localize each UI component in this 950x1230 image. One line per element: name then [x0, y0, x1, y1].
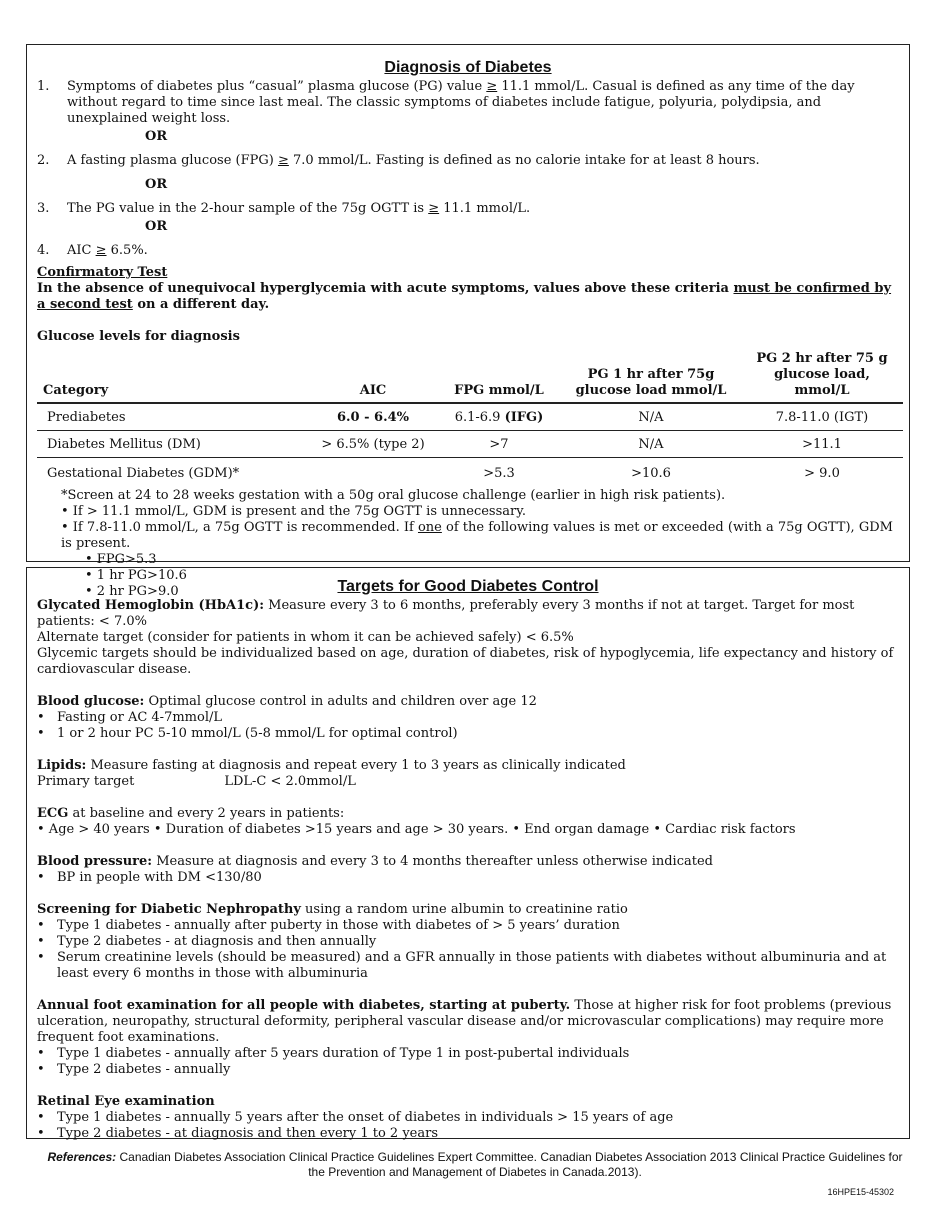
hba1c-text: Measure every 3 to 6 months, preferably every 3 months if not at target. Target for most patients: < 7.0% — [37, 598, 855, 629]
or-label: OR — [145, 177, 168, 192]
list-item-text: BP in people with DM <130/80 — [57, 870, 262, 885]
list-item-text: Type 2 diabetes - at diagnosis and then every 1 to 2 years — [57, 1126, 439, 1141]
table-cell: N/A — [561, 403, 741, 431]
confirmatory-text — [37, 281, 899, 313]
or-label: OR — [145, 219, 168, 234]
gdm-bullet-text-a: • If 7.8-11.0 mmol/L, a 75g OGTT is recommended. If — [61, 520, 418, 535]
ecg-criteria: • Age > 40 years • Duration of diabetes >15 years and age > 30 years. • End organ damage • Cardiac risk factors — [37, 822, 796, 837]
criterion-3 — [37, 201, 899, 217]
list-item-text: Fasting or AC 4-7mmol/L — [57, 710, 222, 725]
blood-glucose-text: Optimal glucose control in adults and children over age 12 — [144, 694, 537, 709]
list-item — [37, 870, 899, 886]
criterion-text — [67, 153, 899, 169]
list-item-text: Type 2 diabetes - at diagnosis and then annually — [57, 934, 377, 949]
nephropathy-label: Screening for Diabetic Nephropathy — [37, 902, 301, 917]
table-cell: 7.8-11.0 (IGT) — [741, 403, 903, 431]
hba1c-alternate: Alternate target (consider for patients in whom it can be achieved safely) < 6.5% — [37, 630, 574, 645]
table-cell: Diabetes Mellitus (DM) — [37, 431, 309, 458]
table-cell: N/A — [561, 431, 741, 458]
criterion-number: 3. — [37, 201, 50, 216]
lipids-target-value: LDL-C < 2.0mmol/L — [224, 774, 356, 789]
ge-symbol: ≥ — [95, 243, 107, 258]
criterion-text-b: 6.5%. — [106, 243, 148, 258]
table-cell — [437, 403, 561, 431]
list-item-text: 1 or 2 hour PC 5-10 mmol/L (5-8 mmol/L for optimal control) — [57, 726, 458, 741]
bullet: • — [37, 1126, 45, 1141]
ge-symbol: ≥ — [277, 153, 289, 168]
list-item — [37, 950, 899, 982]
table-cell: Gestational Diabetes (GDM)* — [47, 466, 240, 481]
lipids-primary-target — [37, 774, 899, 790]
gdm-sub-item: • 1 hr PG>10.6 — [85, 568, 187, 583]
confirm-text-b: on a different day. — [132, 297, 270, 312]
column-header: FPG mmol/L — [437, 349, 561, 403]
lipids-paragraph — [37, 758, 899, 774]
nephropathy-paragraph — [37, 902, 899, 918]
criterion-text-b: 7.0 mmol/L. Fasting is defined as no calorie intake for at least 8 hours. — [288, 153, 760, 168]
bullet: • — [37, 1110, 45, 1125]
hba1c-label: Glycated Hemoglobin (HbA1c): — [37, 598, 265, 613]
targets-section — [26, 567, 910, 1139]
foot-exam-label: Annual foot examination for all people with diabetes, starting at puberty. — [37, 998, 571, 1013]
nephropathy-text: using a random urine albumin to creatinine ratio — [300, 902, 628, 917]
criterion-text — [67, 79, 899, 127]
criterion-number: 2. — [37, 153, 50, 168]
gdm-bullet-text-b: of the following values is met or exceeded (with a 75g OGTT), GDM is present. — [61, 520, 893, 551]
targets-title: Targets for Good Diabetes Control — [337, 578, 599, 595]
blood-glucose-label: Blood glucose: — [37, 694, 145, 709]
blood-pressure-text: Measure at diagnosis and every 3 to 4 months thereafter unless otherwise indicated — [152, 854, 713, 869]
table-cell — [309, 458, 437, 487]
ge-symbol: ≥ — [428, 201, 440, 216]
gdm-sub-item: • 2 hr PG>9.0 — [85, 584, 179, 599]
blood-pressure-label: Blood pressure: — [37, 854, 153, 869]
table-row — [37, 403, 903, 431]
ge-symbol: ≥ — [486, 79, 498, 94]
foot-exam-paragraph — [37, 998, 899, 1046]
column-header: Category — [37, 349, 309, 403]
or-label: OR — [145, 129, 168, 144]
table-cell: >7 — [437, 431, 561, 458]
table-cell: > 9.0 — [804, 466, 840, 481]
criterion-number: 1. — [37, 79, 50, 94]
glucose-levels-table — [37, 349, 903, 486]
list-item-text: Type 1 diabetes - annually after puberty in those with diabetes of > 5 years’ duration — [57, 918, 620, 933]
document-code: 16HPE15-45302 — [827, 1187, 894, 1197]
column-header: AIC — [309, 349, 437, 403]
criterion-4 — [37, 243, 899, 259]
list-item — [37, 726, 899, 742]
list-item-text: Serum creatinine levels (should be measured) and a GFR annually in those patients with diabetes without albuminuria and at least every 6 months in those with albuminuria — [57, 950, 887, 981]
criterion-text-b: 11.1 mmol/L. Casual is defined as any time of the day without regard to time since last meal. The classic symptoms of diabetes include fatigue, polyuria, polydipsia, and unexplained weight loss. — [67, 79, 855, 126]
diagnosis-title: Diagnosis of Diabetes — [384, 59, 552, 76]
lipids-text: Measure fasting at diagnosis and repeat every 1 to 3 years as clinically indicated — [86, 758, 626, 773]
table-cell: >11.1 — [741, 431, 903, 458]
list-item — [37, 934, 899, 950]
bullet: • — [37, 918, 45, 933]
hba1c-paragraph — [37, 598, 899, 630]
bullet: • — [37, 950, 45, 965]
cell-value: 6.1-6.9 — [454, 410, 505, 425]
table-cell: > 6.5% (type 2) — [309, 431, 437, 458]
criterion-2 — [37, 153, 899, 169]
references-text: Canadian Diabetes Association Clinical Practice Guidelines Expert Committee. Canadian Diabetes Association 2013 Clinical Practice Guidelines for the Prevention and Management of Diabetes in Canada.2013). — [116, 1150, 903, 1179]
criterion-text-b: 11.1 mmol/L. — [439, 201, 531, 216]
list-item — [37, 1046, 899, 1062]
list-item — [37, 918, 899, 934]
ecg-paragraph — [37, 806, 899, 822]
table-row — [37, 458, 903, 487]
confirm-text-underlined: must be confirmed by a second test — [37, 281, 892, 312]
lipids-primary-label: Primary target — [37, 774, 135, 789]
ecg-label: ECG — [37, 806, 69, 821]
table-cell: 6.0 - 6.4% — [309, 403, 437, 431]
hba1c-individualized: Glycemic targets should be individualized based on age, duration of diabetes, risk of hypoglycemia, life expectancy and history of cardiovascular disease. — [37, 646, 894, 677]
criterion-text-a: The PG value in the 2-hour sample of the 75g OGTT is — [67, 201, 429, 216]
confirm-text-a: In the absence of unequivocal hyperglycemia with acute symptoms, values above these criteria — [37, 281, 734, 296]
table-cell: >10.6 — [631, 466, 671, 481]
column-header: PG 1 hr after 75g glucose load mmol/L — [561, 349, 741, 403]
list-item — [37, 1062, 899, 1078]
foot-exam-text: Those at higher risk for foot problems (previous ulceration, neuropathy, structural deformity, peripheral vascular disease and/or microvascular complications) may require more frequent foot examinations. — [37, 998, 892, 1045]
bullet: • — [37, 1062, 45, 1077]
bullet: • — [37, 710, 45, 725]
bullet: • — [37, 726, 45, 741]
bullet: • — [37, 934, 45, 949]
column-header: PG 2 hr after 75 g glucose load, mmol/L — [741, 349, 903, 403]
table-cell: Prediabetes — [37, 403, 309, 431]
criterion-text — [67, 201, 899, 217]
gdm-screen-note: *Screen at 24 to 28 weeks gestation with a 50g oral glucose challenge (earlier in high risk patients). — [61, 488, 726, 503]
references-label: References: — [47, 1150, 117, 1164]
references — [40, 1150, 910, 1180]
list-item — [37, 710, 899, 726]
table-row — [37, 431, 903, 458]
list-item-text: Type 1 diabetes - annually 5 years after the onset of diabetes in individuals > 15 years of age — [57, 1110, 674, 1125]
lipids-label: Lipids: — [37, 758, 87, 773]
criterion-text-a: A fasting plasma glucose (FPG) — [67, 153, 278, 168]
confirmatory-heading: Confirmatory Test — [37, 265, 168, 280]
gdm-sub-item: • FPG>5.3 — [85, 552, 157, 567]
table-header-row — [37, 349, 903, 403]
criterion-number: 4. — [37, 243, 50, 258]
list-item — [37, 1110, 899, 1126]
gdm-bullet — [61, 520, 899, 552]
criterion-1 — [37, 79, 899, 127]
ecg-text: at baseline and every 2 years in patients: — [68, 806, 345, 821]
gdm-bullet-underlined: one — [417, 520, 442, 535]
list-item-text: Type 1 diabetes - annually after 5 years duration of Type 1 in post-pubertal individuals — [57, 1046, 630, 1061]
bullet: • — [37, 1046, 45, 1061]
criterion-text-a: AIC — [67, 243, 96, 258]
cell-value-bold: (IFG) — [504, 410, 544, 425]
eye-exam-label: Retinal Eye examination — [37, 1094, 215, 1109]
criterion-text-a: Symptoms of diabetes plus “casual” plasma glucose (PG) value — [67, 79, 487, 94]
list-item-text: Type 2 diabetes - annually — [57, 1062, 231, 1077]
list-item — [37, 1126, 899, 1142]
glucose-table-heading: Glucose levels for diagnosis — [37, 329, 240, 344]
table-cell: >5.3 — [483, 466, 515, 481]
blood-glucose-paragraph — [37, 694, 899, 710]
bullet: • — [37, 870, 45, 885]
gdm-bullet: • If > 11.1 mmol/L, GDM is present and the 75g OGTT is unnecessary. — [61, 504, 526, 519]
blood-pressure-paragraph — [37, 854, 899, 870]
criterion-text — [67, 243, 899, 259]
